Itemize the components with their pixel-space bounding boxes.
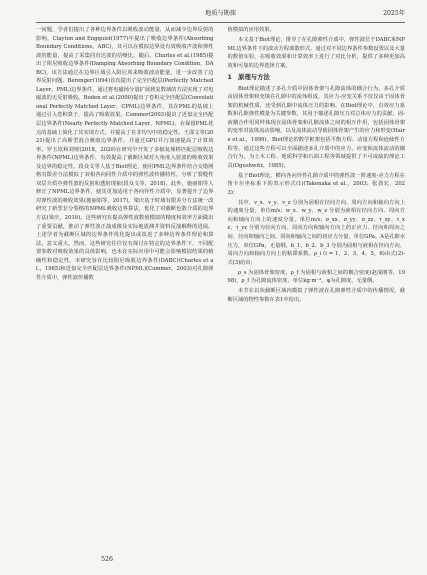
body-paragraph: 基于Biot理论，横向各向异性孔隙介质中的弹性波一阶速度-应力方程在笛卡尔坐标系下的表示形式(1)(Takenaka et al.，2003；张劲宏，2023)： [227,172,405,196]
two-column-body [36,26,405,553]
body-paragraph: 本节在以状截断区域内模拟了弹性波在孔隙弹性介质中的传播情况。截断区域的物性参数在表1中给出。 [227,288,405,303]
body-paragraph: Biot理论描述了多孔介质中固体骨架与孔隙流体的耦合行为。多孔介质由固体骨架和充填在孔隙中的流体组成，其应力-应变关系不仅仅由于固体骨架的机械性质，还受到孔隙中流体压力的影响。在Biot理论中，有效应力系数和孔隙弹性模量为关键参数，其用于描述孔隙压力对总体应力的贡献。固-液耦合作用同样体现在固体骨架和孔隙流体之间的相互作用，包括固体骨架的变形对流体流动影响，以及流体流动导致固体骨架产生的应力和形变(Haire et al.，1999)。Biot理论的数学框架包括平衡方程、动量方程和连续性方程等，通过这些方程可以全面描述多孔介质中的应力、应变和流体流动的耦合行为，为土木工程、地质科学和石油工程等领域提供了不可或缺的理论工具(Ogushwitz，1985)。 [227,85,405,169]
running-header [36,8,405,23]
right-column [228,26,406,553]
body-paragraph: 本文基于Biot理论，推导了在孔隙弹性介质中，弹性波位于DABC和NPML边界条件下的波动方程离散形式，通过对不同边界条件参数设置以及大量的数值实验，在吸收效果和计算效率上进行了对比分析，提供了多种更加高效和可靠的边界选择方案。 [227,37,405,69]
body-paragraph: 一问题，学者们提出了各种边界条件以吸收波动能量，从而减少边界反射的影响。Clayton and Engquist(1977)年提出了吸收边界条件(Absorbing Boundary Conditions，ABC)，其可以在模拟边界处有效吸收声波和弹性波的能量，提高了采集同直达波的信噪比。随后，Charles et al.(1985)提出了阻尼吸收边界条件(Damping Absorbing Boundary Condition，DABC)，该方法通过在边界区域引入阻尼项来吸收波动能量，进一步改善了边界反射问题。Berenger(1994)首次提出了完全匹配层(Perfectly Matched Layer，PML)边界条件，通过将电磁场分量扩展到复数域的方法实现了对电磁波的无反射吸收。Roden et al.(2000)提出了卷积完全匹配层(Convolutional Perfectly Matched Layer，CPML)边界条件，其在PML的基础上通过引入卷积算子，提高了吸收效果。Cummer(2003)提出了近似完全匹配层边界条件(Nearly Perfectly Matched Layer，NPML)，在保留PML优点的基础上简化了其实现方式，并提高了在非均匀中的稳定性。王邵文等(2021)提出了高斯型混合吸收边界条件，并通过GPU并行加速提高了计算效率。罗玉钦和刘财(2018，2020)在研究中开发了多轴复频移匹配层吸收边界条件(NPML)边界条件，有效提高了截断区域对大角度入射波的吸收效果及边界的稳定性。段众文等人基于Biot理论，使用PML边界条件结合交错网格有限差分法模拟了双相各向同性介质中的弹性波传播特性，分析了裂缝性双层介质中弹性波的反射和透射现象(段众文等，2018)。此外，施丽娟等人修正了NPML边界条件，使其更加适用于各向异性介质中，显著提升了边界对弹性波的吸收效果(施丽娟等，2017)。梁庆基于时域有限差分方法统一改研究了新型非分裂格的NPML吸收边界算法，优化了对截断色散介质的边界方法(梁庆，2010)。这些研究在提高弹性波数值模拟的精度和效率方面做出了重要贡献，推动了弹性波正演成像及实际地震测井资料反演解释的进展。上述学者为截断区域的边界条件优化提出或改进了多种边界条件理论和算法，意义重大。然而，这些研究往往仅有探讨在特定的边界条件下，不同配置参数对吸收效果的具体影响，也未在实际应用中可能会影响模拟结果的精确性和稳定性。本研究旨在比较阻尼吸收边界条件(DABC)(Charles et al.，1985)和近似完全匹配层边界条件(NPML)(Cummer，2003)对孔隙弹性介质中，弹性波传播数 [36,27,214,281]
page-number: 526 [101,556,113,563]
journal-title: 地质与勘探 [205,10,236,17]
section-heading: 1 原理与方法 [227,74,270,82]
body-paragraph: 其中，v_x、v_y、v_z 分别为固相在径向方向、周向方向和轴向方向上的速度分量，单位m/s；w_x、w_y、w_z 分别为液相在径向方向、周向方向和轴向方向上的速度分量，单位m/s；σ_xx、σ_yy、σ_zz、τ_xy、τ_xz、τ_yz 分别为径向方向、周向方向和轴向方向上的正应力、径向和周向之间、径向和轴向之间、周向和轴向之间的切应力分量，单位GPa。A是孔隙水压力，单位GPa，无量纲。b_1、b_2、b_3 分别为固相与液相在径向方向、周向方向和轴向方向上的粘滞系数。ρ_i (i = 1，2，3，4，5，6)由式(2)-式(3)给出； [227,199,405,266]
publication-year: 2025年 [383,10,405,17]
paragraph-continuation: 值模拟的应用效果。 [227,27,275,33]
left-column [36,26,214,553]
body-paragraph: ρ_s 为固体骨架密度，ρ_f 为固相与液相之间的耦合密度(赵成刚等，1998)，ρ_f 为孔隙流体密度，单位kg·m⁻³。φ为孔隙度，无量纲。 [227,269,405,285]
